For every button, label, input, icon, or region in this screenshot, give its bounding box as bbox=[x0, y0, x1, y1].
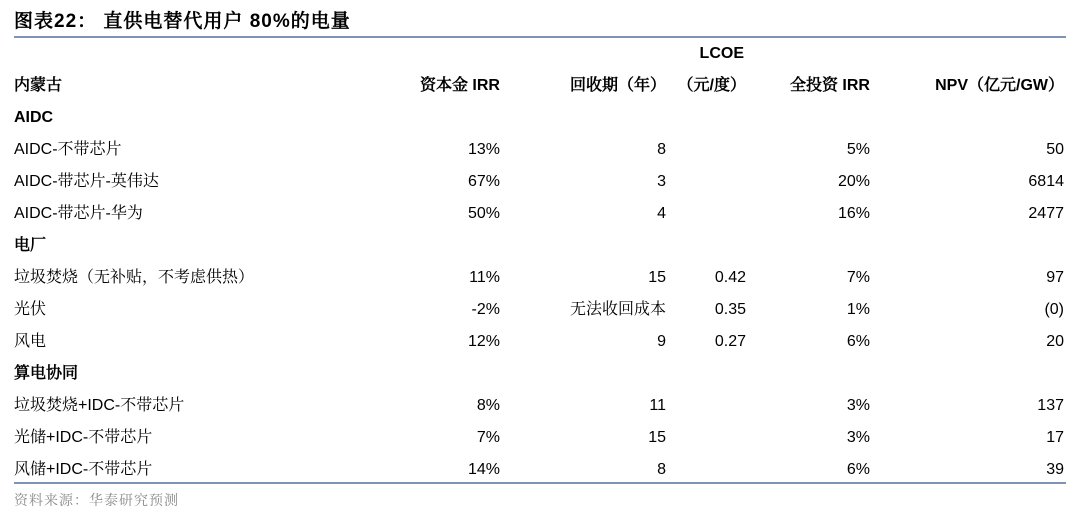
full-irr-cell: 3% bbox=[846, 397, 870, 414]
row-label: 光储+IDC-不带芯片 bbox=[14, 429, 153, 446]
column-header-npv: NPV（亿元/GW） bbox=[935, 77, 1064, 94]
payback-cell: 4 bbox=[657, 205, 666, 222]
column-header-equity-irr: 资本金 IRR bbox=[419, 77, 500, 94]
section-heading: 电厂 bbox=[14, 237, 47, 254]
npv-cell: 39 bbox=[1046, 461, 1064, 478]
equity-irr-cell: 12% bbox=[467, 333, 500, 350]
equity-irr-cell: 50% bbox=[467, 205, 500, 222]
row-label: 风储+IDC-不带芯片 bbox=[14, 461, 153, 478]
npv-cell: 17 bbox=[1046, 429, 1064, 446]
lcoe-cell: 0.42 bbox=[714, 269, 746, 286]
payback-cell: 9 bbox=[657, 333, 666, 350]
npv-cell: 6814 bbox=[1028, 173, 1064, 190]
equity-irr-cell: 13% bbox=[467, 141, 500, 158]
column-header-full-irr: 全投资 IRR bbox=[789, 77, 870, 94]
payback-cell: 15 bbox=[648, 429, 666, 446]
equity-irr-cell: 14% bbox=[467, 461, 500, 478]
lcoe-cell: 0.35 bbox=[714, 301, 746, 318]
full-irr-cell: 1% bbox=[846, 301, 870, 318]
payback-cell: 15 bbox=[648, 269, 666, 286]
full-irr-cell: 7% bbox=[846, 269, 870, 286]
equity-irr-cell: 11% bbox=[469, 269, 500, 286]
npv-cell: 50 bbox=[1046, 141, 1064, 158]
npv-cell: (0) bbox=[1044, 301, 1064, 318]
full-irr-cell: 3% bbox=[846, 429, 870, 446]
full-irr-cell: 6% bbox=[846, 333, 870, 350]
lcoe-header: LCOE bbox=[699, 45, 744, 62]
payback-cell: 11 bbox=[649, 397, 666, 414]
column-header-lcoe-unit: （元/度） bbox=[677, 77, 746, 94]
row-label: AIDC-带芯片-华为 bbox=[14, 205, 143, 222]
equity-irr-cell: 67% bbox=[467, 173, 500, 190]
top-divider bbox=[14, 36, 1066, 38]
payback-cell: 8 bbox=[657, 461, 666, 478]
column-header-region: 内蒙古 bbox=[14, 77, 63, 94]
npv-cell: 2477 bbox=[1028, 205, 1064, 222]
npv-cell: 137 bbox=[1037, 397, 1064, 414]
equity-irr-cell: 8% bbox=[476, 397, 500, 414]
npv-cell: 97 bbox=[1046, 269, 1064, 286]
full-irr-cell: 20% bbox=[837, 173, 870, 190]
column-header-payback: 回收期（年） bbox=[569, 77, 666, 94]
page-title: 图表22： 直供电替代用户 80%的电量 bbox=[14, 11, 351, 32]
full-irr-cell: 5% bbox=[846, 141, 870, 158]
payback-cell: 无法收回成本 bbox=[569, 301, 666, 318]
payback-cell: 8 bbox=[657, 141, 666, 158]
section-heading: AIDC bbox=[14, 109, 54, 126]
row-label: 光伏 bbox=[14, 301, 47, 318]
lcoe-cell: 0.27 bbox=[714, 333, 746, 350]
source-note: 资料来源：华泰研究预测 bbox=[14, 492, 179, 508]
row-label: AIDC-带芯片-英伟达 bbox=[14, 173, 159, 190]
payback-cell: 3 bbox=[657, 173, 666, 190]
row-label: 垃圾焚烧+IDC-不带芯片 bbox=[14, 397, 185, 414]
npv-cell: 20 bbox=[1046, 333, 1064, 350]
row-label: AIDC-不带芯片 bbox=[14, 141, 122, 158]
full-irr-cell: 16% bbox=[837, 205, 870, 222]
row-label: 垃圾焚烧（无补贴，不考虑供热） bbox=[14, 269, 255, 286]
full-irr-cell: 6% bbox=[846, 461, 870, 478]
equity-irr-cell: -2% bbox=[471, 301, 500, 318]
section-heading: 算电协同 bbox=[14, 365, 79, 382]
equity-irr-cell: 7% bbox=[476, 429, 500, 446]
bottom-divider bbox=[14, 482, 1066, 484]
row-label: 风电 bbox=[14, 333, 47, 350]
